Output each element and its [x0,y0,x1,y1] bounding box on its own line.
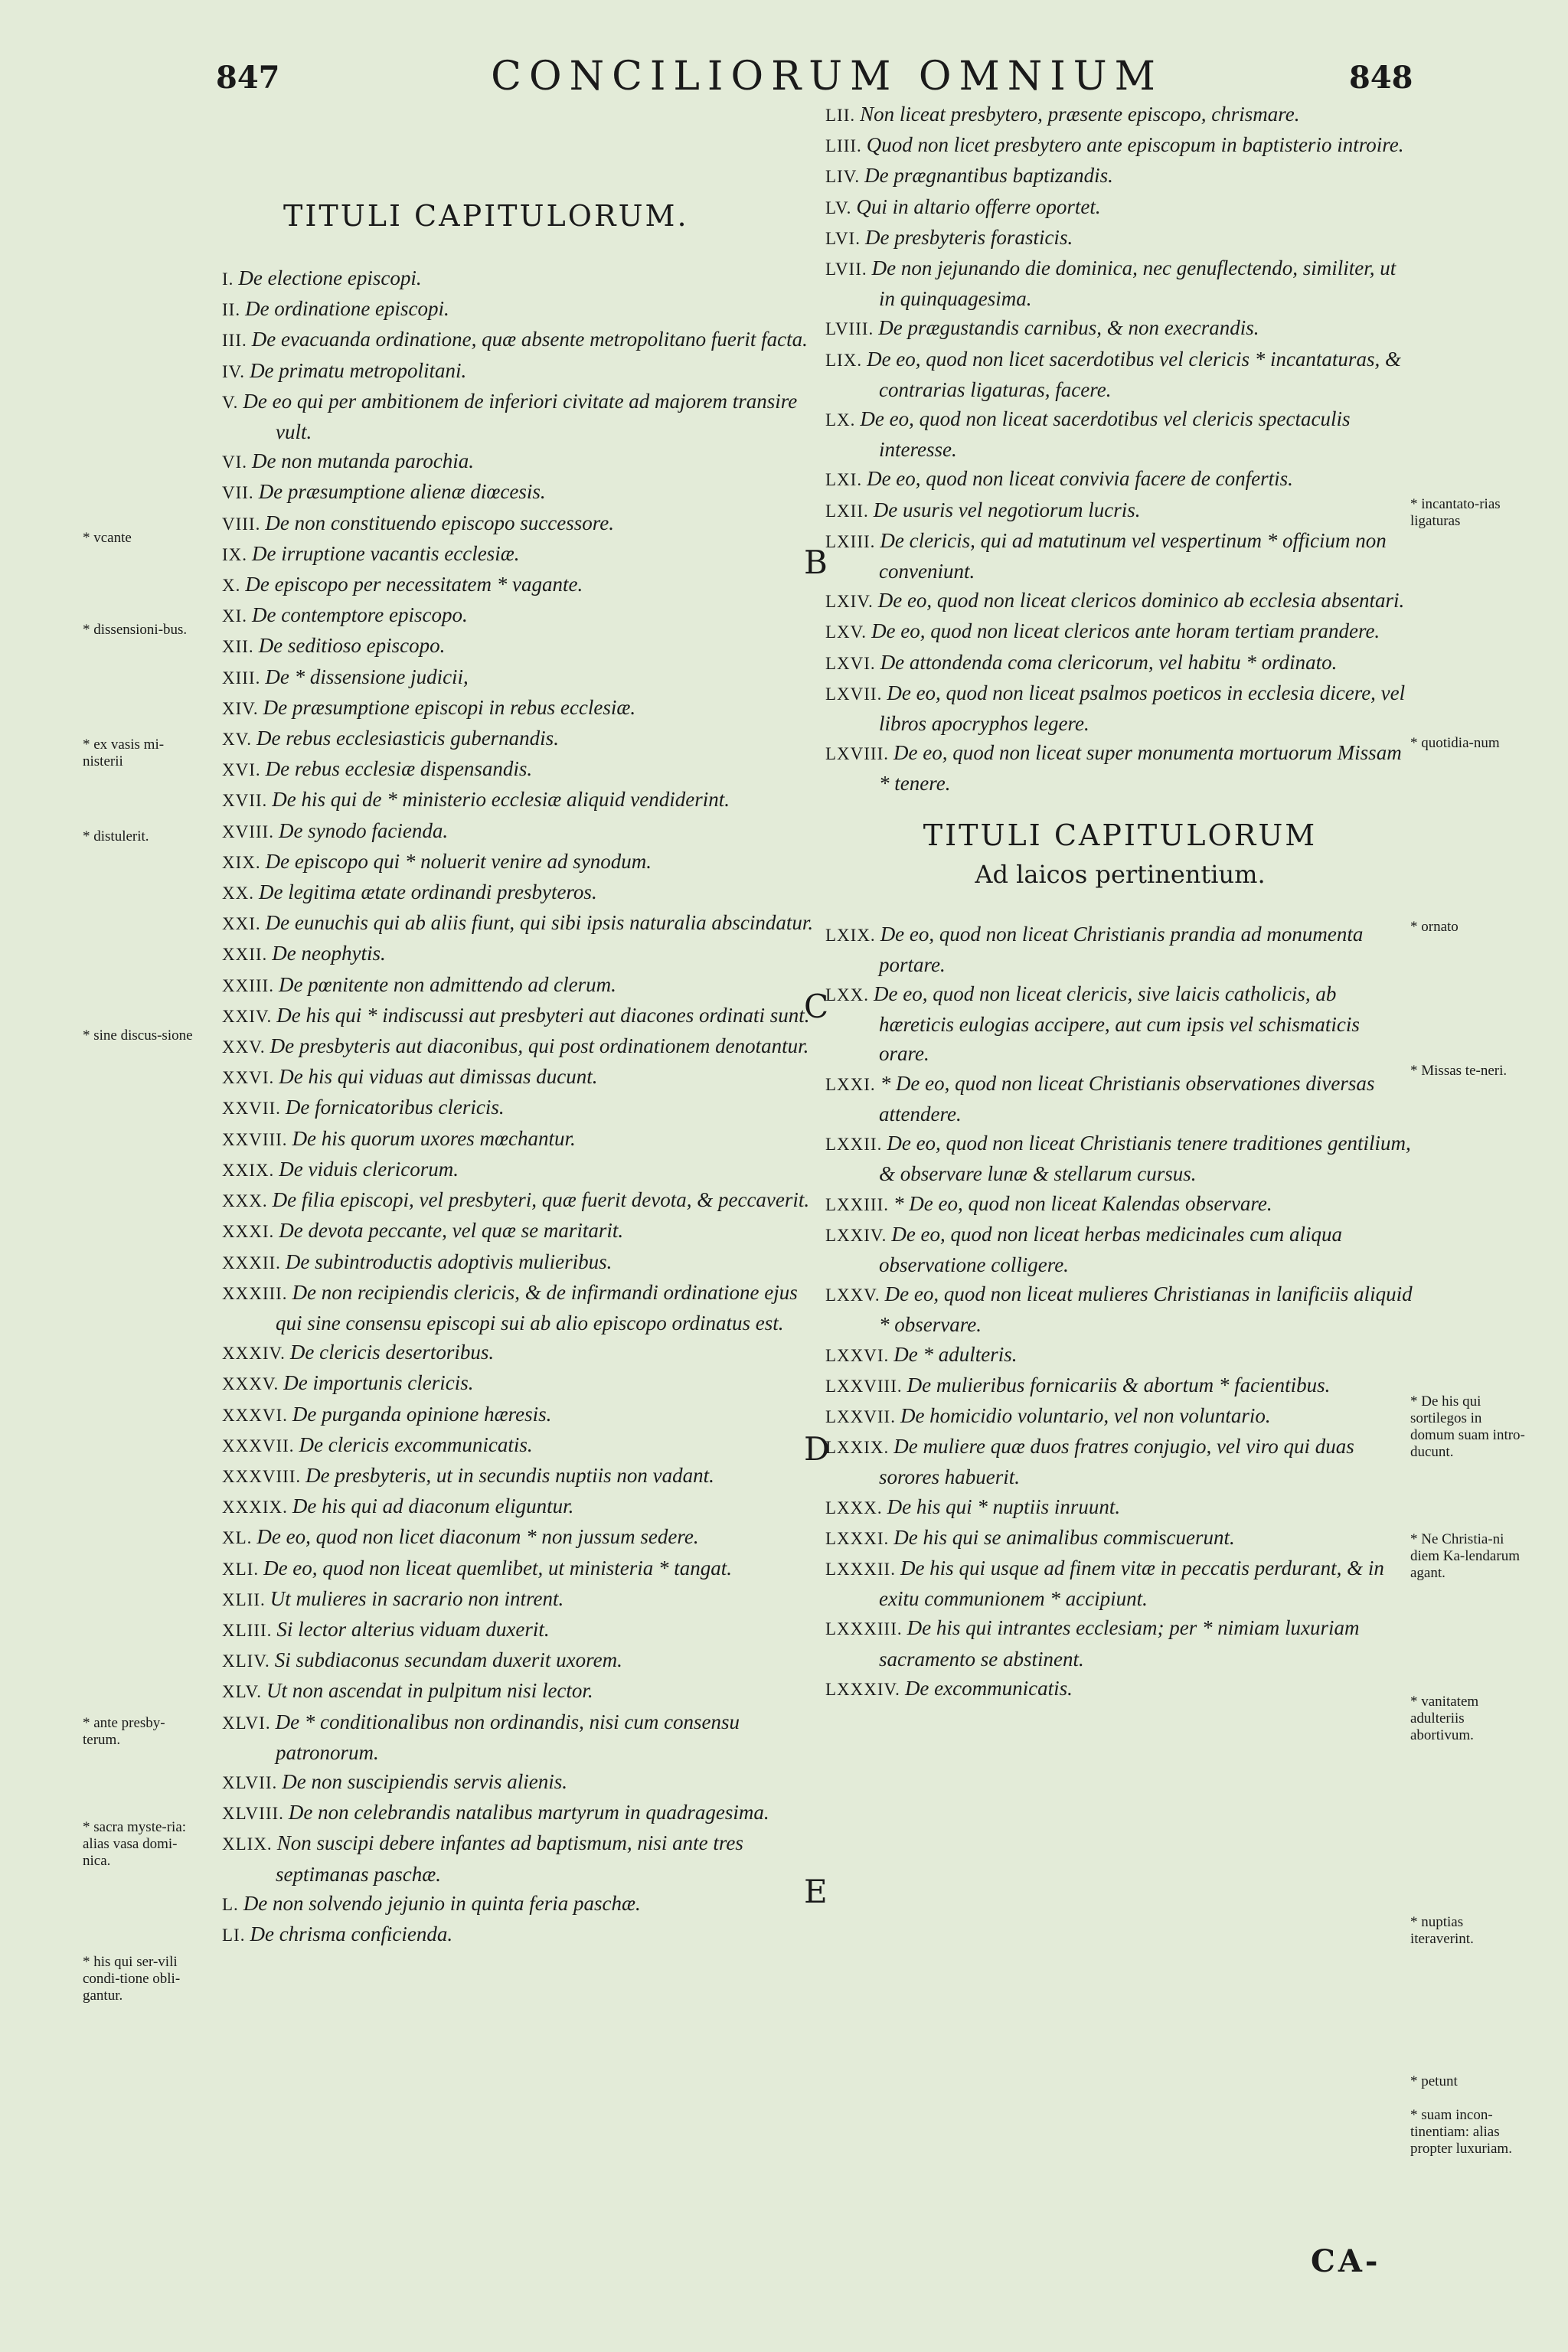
chapter-title: * De eo, quod non liceat Christianis observationes diversas attendere. [879,1071,1375,1125]
laicos-subheading: Ad laicos pertinentium. [975,859,1266,889]
chapter-number: XLVII. [222,1772,278,1792]
chapter-entry [825,979,1415,1069]
section-letter: B [804,544,828,581]
chapter-entry [222,1185,815,1216]
chapter-title: De usuris vel negotiorum lucris. [873,498,1141,521]
chapter-entry [825,1432,1415,1491]
chapter-title: De eo, quod non liceat Christianis tenere traditiones gentilium, & observare lunæ & stellarum cursus. [879,1132,1411,1186]
chapter-entry [825,1401,1415,1432]
margin-note: * distulerit. [83,828,149,844]
chapter-title: De eo, quod non licet diaconum * non jussum sedere. [256,1525,699,1549]
chapter-number: XLII. [222,1589,266,1609]
chapter-entry [825,1523,1415,1553]
chapter-entry [222,1919,815,1950]
chapter-title: De rebus ecclesiasticis gubernandis. [256,727,559,750]
chapter-number: LV. [825,198,852,217]
chapter-number: XLVIII. [222,1804,284,1824]
chapter-title: De non mutanda parochia. [252,449,475,473]
chapter-number: XLIII. [222,1620,273,1640]
chapter-entry [825,1613,1415,1673]
chapter-entry [222,387,815,446]
chapter-title: Quod non licet presbytero ante episcopum in baptisterio introire. [866,133,1404,157]
chapter-title: Ut non ascendat in pulpitum nisi lector. [266,1679,593,1703]
chapter-number: LXVIII. [825,744,889,764]
chapter-title: De episcopo qui * noluerit venire ad synodum. [265,849,652,873]
chapter-entry [222,877,815,908]
chapter-title: Qui in altario offerre oportet. [856,194,1101,218]
right-entries-list-b [825,920,1415,1704]
chapter-title: De presbyteris aut diaconibus, qui post ordinationem denotantur. [270,1034,809,1058]
chapter-entry [222,1155,815,1185]
chapter-number: XXVI. [222,1068,275,1088]
chapter-entry [825,223,1415,253]
chapter-entry [222,1124,815,1155]
chapter-entry [222,477,815,508]
chapter-number: XIV. [222,698,259,718]
chapter-title: De eo, quod non liceat psalmos poeticos in ecclesia dicere, vel libros apocryphos legere. [879,681,1406,736]
chapter-number: VI. [222,452,248,472]
chapter-number: LXXXIII. [825,1619,903,1639]
chapter-number: LIX. [825,350,863,370]
chapter-entry [825,1492,1415,1523]
chapter-entry [825,464,1415,495]
chapter-entry [222,1461,815,1491]
chapter-title: De eo, quod non liceat Christianis prandia ad monumenta portare. [879,922,1364,976]
chapter-number: XLV. [222,1682,262,1702]
chapter-number: XXV. [222,1037,266,1057]
chapter-title: De eo, quod non liceat clericos ante horam tertiam prandere. [871,619,1380,643]
chapter-number: VII. [222,483,254,503]
chapter-entry [825,1674,1415,1704]
chapter-entry [222,1491,815,1522]
chapter-number: LIV. [825,167,861,187]
chapter-number: LXXII. [825,1135,883,1155]
chapter-title: De clericis excommunicatis. [299,1432,533,1456]
margin-note: * sine discus-sione [83,1027,193,1044]
chapter-title: De fornicatoribus clericis. [285,1096,505,1119]
chapter-number: LXXIX. [825,1438,890,1458]
chapter-entry [222,325,815,355]
chapter-entry [825,404,1415,464]
chapter-entry [222,1062,815,1093]
chapter-number: XLI. [222,1559,260,1579]
chapter-title: De eo, quod non liceat quemlibet, ut ministeria * tangat. [263,1556,732,1579]
chapter-number: XXXII. [222,1253,281,1272]
chapter-number: XXI. [222,914,261,934]
chapter-title: De his qui se animalibus commiscuerunt. [893,1525,1235,1549]
margin-note: * his qui ser-vili condi-tione obli-gantur. [83,1954,181,2004]
page-number-right: 848 [1349,60,1413,96]
chapter-title: De non jejunando die dominica, nec genuflectendo, similiter, ut in quinquagesima. [871,256,1396,311]
chapter-entry [825,161,1415,191]
margin-note: * sacra myste-ria: alias vasa domi-nica. [83,1819,187,1869]
chapter-title: De * adulteris. [893,1342,1018,1366]
chapter-number: XXXIX. [222,1498,288,1517]
chapter-entry [222,1828,815,1888]
chapter-number: LXXXIV. [825,1679,900,1699]
chapter-entry [825,1279,1415,1339]
chapter-entry [825,495,1415,526]
chapter-title: De eo, quod non liceat convivia facere de confertis. [867,467,1293,491]
chapter-number: LXXIV. [825,1225,887,1245]
chapter-number: IV. [222,361,246,381]
margin-note: * Ne Christia-ni diem Ka-lendarum agant. [1410,1531,1520,1581]
chapter-number: VIII. [222,514,261,534]
chapter-title: De evacuanda ordinatione, quæ absente metropolitano fuerit facta. [251,328,808,351]
chapter-number: LXIX. [825,925,876,945]
chapter-number: XXIII. [222,975,274,995]
chapter-title: De chrisma conficienda. [250,1922,453,1945]
chapter-number: LX. [825,410,856,430]
chapter-number: XV. [222,730,253,750]
chapter-title: De præsumptione episcopi in rebus ecclesiæ. [263,695,636,719]
chapter-entry [222,1645,815,1676]
chapter-entry [222,1278,815,1338]
chapter-entry [825,616,1415,647]
chapter-entry [825,738,1415,798]
chapter-title: De muliere quæ duos fratres conjugio, vel viro qui duas sorores habuerit. [879,1435,1354,1489]
chapter-entry [825,1553,1415,1613]
chapter-title: De filia episcopi, vel presbyteri, quæ fuerit devota, & peccaverit. [272,1188,810,1212]
chapter-entry [222,1031,815,1062]
chapter-entry [825,1129,1415,1188]
chapter-title: De non suscipiendis servis alienis. [282,1769,567,1793]
chapter-title: De præsumptione alienæ diœcesis. [258,480,546,504]
chapter-title: De prægnantibus baptizandis. [864,164,1113,188]
chapter-title: De excommunicatis. [904,1676,1073,1700]
chapter-title: De viduis clericorum. [279,1157,459,1181]
chapter-entry [222,847,815,877]
left-entries-list [222,263,815,1950]
chapter-title: De irruptione vacantis ecclesiæ. [252,541,520,565]
chapter-entry [222,446,815,477]
chapter-entry [825,586,1415,616]
chapter-entry [222,1216,815,1246]
chapter-title: De prægustandis carnibus, & non execrandis. [878,316,1259,340]
chapter-title: De his qui * nuptiis inruunt. [887,1494,1121,1518]
chapter-title: De eo, quod non liceat herbas medicinales cum aliqua observatione colligere. [879,1222,1342,1276]
chapter-entry [222,1093,815,1123]
chapter-number: II. [222,300,241,320]
chapter-title: De clericis desertoribus. [289,1341,495,1364]
chapter-number: LXX. [825,985,870,1005]
chapter-number: XXXIII. [222,1283,288,1303]
chapter-entry [222,754,815,785]
chapter-entry [222,724,815,754]
chapter-number: XVIII. [222,822,274,841]
chapter-title: De non recipiendis clericis, & de infirmandi ordinatione ejus qui sine consensu episcopi sui ab alio episcopo ordinatus est. [276,1280,798,1334]
chapter-number: LXXVI. [825,1345,890,1365]
chapter-entry [825,130,1415,161]
chapter-number: LXV. [825,622,867,642]
chapter-number: LXII. [825,501,869,521]
chapter-title: De legitima ætate ordinandi presbyteros. [258,880,597,904]
chapter-number: XX. [222,884,254,903]
running-head: CONCILIORUM OMNIUM [491,54,1163,100]
chapter-number: LIII. [825,136,862,156]
chapter-entry [222,600,815,631]
margin-note: * ex vasis mi-nisterii [83,737,165,769]
chapter-entry [222,1798,815,1828]
chapter-title: De eo, quod non liceat sacerdotibus vel clericis spectaculis interesse. [860,407,1351,462]
chapter-number: L. [222,1894,239,1914]
chapter-title: De his quorum uxores mœchantur. [292,1126,576,1150]
chapter-number: XXVII. [222,1099,281,1119]
margin-note: * ornato [1410,919,1459,935]
chapter-entry [222,1368,815,1399]
chapter-title: De clericis, qui ad matutinum vel vespertinum * officium non conveniunt. [879,528,1387,583]
chapter-number: XXIV. [222,1006,273,1026]
chapter-entry [222,1430,815,1461]
chapter-number: XXXVII. [222,1436,295,1455]
page-number-left: 847 [216,60,280,96]
chapter-number: LXXI. [825,1074,876,1094]
chapter-title: De presbyteris forasticis. [864,225,1073,249]
chapter-title: De importunis clericis. [283,1371,474,1395]
chapter-number: III. [222,331,247,351]
margin-note: * suam incon-tinentiam: alias propter luxuriam. [1410,2107,1512,2157]
chapter-title: De eo, quod non licet sacerdotibus vel clericis * incantaturas, & contrarias ligaturas, facere. [867,347,1401,401]
chapter-entry [222,970,815,1001]
chapter-title: De his qui viduas aut dimissas ducunt. [279,1065,598,1089]
chapter-title: De ordinatione episcopi. [245,297,449,321]
chapter-number: XXII. [222,945,268,965]
chapter-number: XIX. [222,852,261,872]
chapter-title: De eo qui per ambitionem de inferiori civitate ad majorem transire vult. [243,389,798,444]
chapter-entry [222,508,815,539]
chapter-number: XLIX. [222,1834,273,1854]
section-letter: D [804,1430,830,1468]
margin-note: * ante presby-terum. [83,1715,165,1748]
chapter-entry [222,1001,815,1031]
chapter-number: XXXV. [222,1374,279,1394]
chapter-number: XIII. [222,668,261,688]
chapter-number: I. [222,270,234,289]
chapter-title: De * dissensione judicii, [265,665,469,688]
chapter-number: LVIII. [825,319,874,339]
chapter-entry [825,192,1415,223]
chapter-number: XXIX. [222,1160,275,1180]
chapter-number: LXXXI. [825,1528,890,1548]
chapter-title: De his qui intrantes ecclesiam; per * nimiam luxuriam sacramento se abstinent. [879,1616,1360,1671]
chapter-number: XVI. [222,760,261,780]
chapter-entry [825,345,1415,404]
chapter-entry [825,1370,1415,1401]
chapter-entry [222,1767,815,1798]
chapter-title: Si subdiaconus secundam duxerit uxorem. [274,1648,622,1672]
chapter-entry [222,1707,815,1767]
chapter-title: De * conditionalibus non ordinandis, nisi cum consensu patronorum. [275,1710,740,1764]
margin-note: * vanitatem adulteriis abortivum. [1410,1694,1479,1743]
chapter-number: XXXVI. [222,1405,288,1425]
laicos-heading: TITULI CAPITULORUM [923,818,1318,852]
chapter-entry [825,526,1415,586]
chapter-entry [222,570,815,600]
chapter-title: De neophytis. [272,942,386,965]
chapter-entry [222,631,815,662]
margin-note: * De his qui sortilegos in domum suam intro-ducunt. [1410,1393,1525,1460]
left-column [222,199,815,1950]
chapter-number: XL. [222,1528,253,1548]
chapter-title: De electione episcopi. [238,266,422,289]
chapter-entry [825,1340,1415,1370]
chapter-entry [222,1338,815,1368]
right-entries-list-a [825,100,1415,799]
chapter-title: De eo, quod non liceat mulieres Christianas in lanificiis aliquid * observare. [879,1282,1413,1337]
chapter-title: Non liceat presbytero, præsente episcopo, chrismare. [860,103,1300,126]
chapter-number: XXXI. [222,1222,275,1242]
chapter-title: De non celebrandis natalibus martyrum in quadragesima. [288,1801,769,1824]
chapter-entry [825,1220,1415,1279]
chapter-title: De episcopo per necessitatem * vagante. [245,573,583,596]
chapter-title: De purganda opinione hæresis. [292,1402,552,1426]
chapter-number: LI. [222,1925,246,1945]
chapter-number: XXVIII. [222,1129,288,1149]
chapter-number: LXIII. [825,531,876,551]
chapter-entry [222,816,815,847]
chapter-entry [222,1522,815,1553]
chapter-number: XVII. [222,791,268,811]
chapter-title: De pœnitente non admittendo ad clerum. [278,972,616,996]
chapter-entry [222,693,815,724]
chapter-title: De his qui * indiscussi aut presbyteri aut diacones ordinati sunt. [276,1003,810,1027]
chapter-entry [222,785,815,815]
chapter-title: De rebus ecclesiæ dispensandis. [265,757,533,781]
chapter-title: De primatu metropolitani. [250,358,467,382]
chapter-title: Non suscipi debere infantes ad baptismum, nisi ante tres septimanas paschæ. [276,1831,743,1886]
chapter-number: XXXIV. [222,1344,286,1364]
chapter-entry [222,1247,815,1278]
chapter-title: De subintroductis adoptivis mulieribus. [285,1250,612,1273]
chapter-entry [222,356,815,387]
chapter-entry [222,1400,815,1430]
chapter-title: De presbyteris, ut in secundis nuptiis non vadant. [305,1463,714,1487]
chapter-number: XLVI. [222,1713,271,1733]
chapter-entry [825,678,1415,738]
chapter-title: De his qui ad diaconum eliguntur. [292,1494,574,1518]
margin-note: * quotidia-num [1410,735,1500,751]
chapter-number: LXXX. [825,1498,883,1517]
chapter-entry [825,100,1415,130]
chapter-number: XXXVIII. [222,1466,302,1486]
chapter-title: De eo, quod non liceat clericos dominico ab ecclesia absentari. [877,589,1405,612]
chapter-entry [222,908,815,939]
right-column [825,100,1415,1704]
chapter-title: De his qui de * ministerio ecclesiæ aliquid vendiderint. [272,788,730,812]
chapter-entry [825,648,1415,678]
chapter-entry [222,1676,815,1707]
section-letter: C [804,988,829,1025]
chapter-title: De homicidio voluntario, vel non voluntario. [900,1403,1271,1427]
chapter-title: De eo, quod non liceat clericis, sive laicis catholicis, ab hæreticis eulogias accipere, aut cum ipsis vel schismaticis orare. [874,982,1360,1066]
chapter-entry [222,539,815,570]
chapter-entry [825,920,1415,979]
chapter-list-heading: TITULI CAPITULORUM. [283,199,689,233]
chapter-number: LXIV. [825,592,874,612]
section-letter: E [804,1873,828,1910]
chapter-title: De eunuchis qui ab aliis fiunt, qui sibi ipsis naturalia abscindatur. [265,911,814,935]
chapter-number: XII. [222,637,254,657]
margin-note: * incantato-rias ligaturas [1410,496,1501,529]
chapter-number: IX. [222,544,248,564]
chapter-entry [222,1553,815,1584]
chapter-number: XI. [222,606,248,626]
chapter-title: De attondenda coma clericorum, vel habitu * ordinato. [880,650,1338,674]
chapter-entry [222,263,815,294]
margin-note: * petunt [1410,2073,1458,2089]
chapter-title: De non constituendo episcopo successore. [265,511,614,534]
chapter-number: LXXVIII. [825,1376,903,1396]
chapter-number: LXI. [825,470,863,490]
chapter-number: XLIV. [222,1651,270,1671]
margin-note: * nuptias iteraverint. [1410,1914,1474,1947]
chapter-entry [825,313,1415,344]
catchword: CA- [1311,2243,1381,2279]
chapter-entry [825,253,1415,313]
chapter-title: * De eo, quod non liceat Kalendas observare. [893,1191,1272,1215]
chapter-title: De eo, quod non liceat super monumenta mortuorum Missam * tenere. [879,741,1402,795]
chapter-number: LVI. [825,228,861,248]
chapter-title: De contemptore episcopo. [252,603,468,627]
chapter-number: LXXIII. [825,1194,889,1214]
chapter-entry [222,1889,815,1919]
margin-note: * vcante [83,530,132,546]
chapter-number: X. [222,576,241,596]
margin-note: * dissensioni-bus. [83,622,188,638]
chapter-entry [825,1069,1415,1129]
chapter-title: De synodo facienda. [278,818,449,842]
chapter-title: De seditioso episcopo. [258,634,446,658]
chapter-number: LXXV. [825,1285,880,1305]
chapter-title: De devota peccante, vel quæ se maritarit. [279,1219,624,1243]
chapter-number: LXVII. [825,684,883,704]
chapter-number: LXXVII. [825,1406,896,1426]
chapter-number: V. [222,392,239,412]
margin-note: * Missas te-neri. [1410,1063,1508,1079]
chapter-entry [222,1584,815,1615]
chapter-title: De non solvendo jejunio in quinta feria paschæ. [243,1891,641,1915]
chapter-entry [222,662,815,693]
chapter-entry [222,939,815,969]
chapter-entry [825,1189,1415,1220]
chapter-title: De his qui usque ad finem vitæ in peccatis perdurant, & in exitu communionem * accipiunt. [879,1556,1384,1611]
chapter-title: Ut mulieres in sacrario non intrent. [270,1586,564,1610]
chapter-number: LII. [825,106,856,125]
chapter-number: LVII. [825,260,867,279]
chapter-number: LXVI. [825,653,876,673]
chapter-number: LXXXII. [825,1559,896,1579]
chapter-title: Si lector alterius viduam duxerit. [276,1617,550,1641]
chapter-entry [222,294,815,325]
chapter-entry [222,1615,815,1645]
chapter-number: XXX. [222,1191,268,1211]
chapter-title: De mulieribus fornicariis & abortum * facientibus. [906,1373,1331,1396]
